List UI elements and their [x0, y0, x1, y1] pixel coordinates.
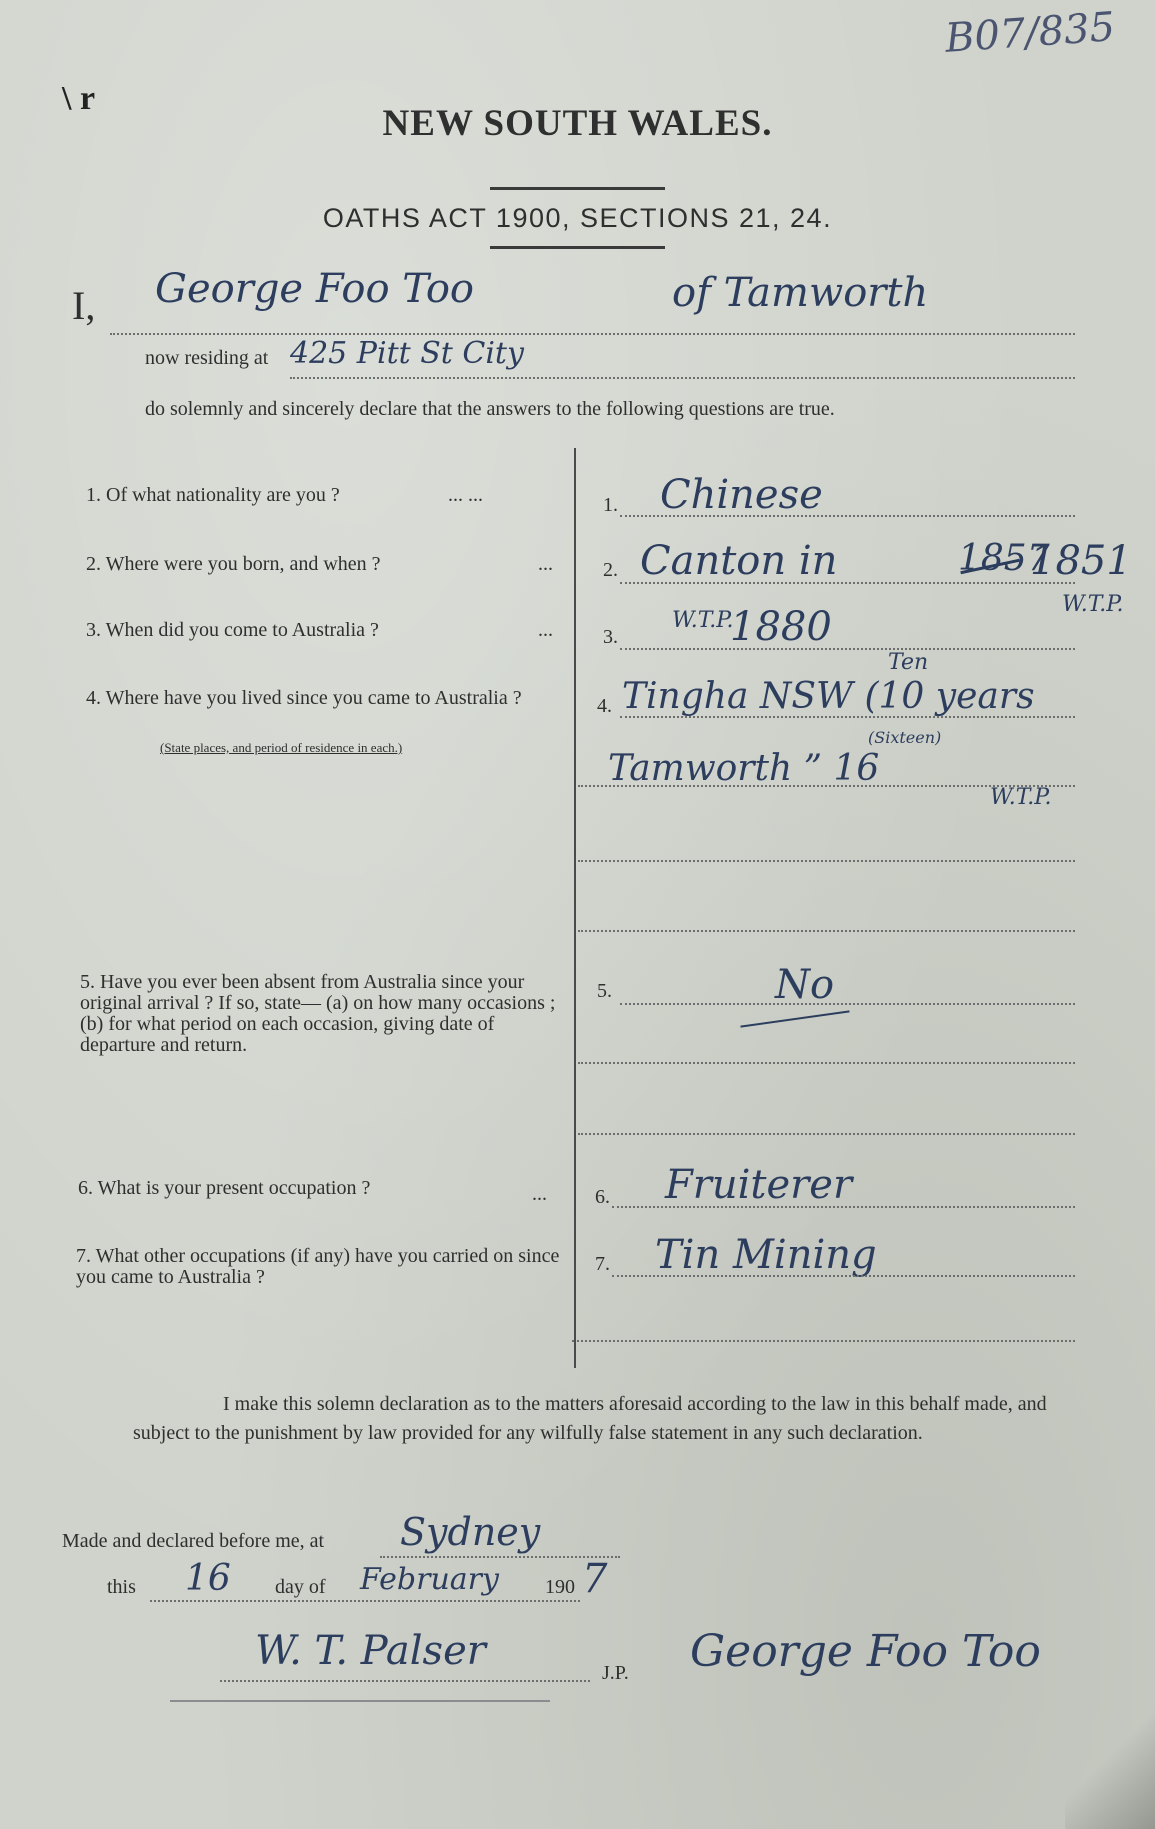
- question-2-text: 2. Where were you born, and when ?: [86, 553, 381, 575]
- answer-4-number: 4.: [597, 695, 612, 717]
- answer-5-line-1: [620, 1003, 1075, 1005]
- declared-day: 16: [185, 1558, 231, 1599]
- answer-4-insert-1: Ten: [888, 650, 929, 675]
- answer-4-line-3-rule: [578, 860, 1075, 862]
- answer-5-line-3: [578, 1133, 1075, 1135]
- residing-label: now residing at: [145, 347, 269, 369]
- answer-1-number: 1.: [603, 494, 618, 516]
- answer-2-number: 2.: [603, 559, 618, 581]
- name-line: [110, 333, 1075, 335]
- year-printed: 190: [545, 1576, 575, 1598]
- question-1-leader: ... ...: [448, 484, 483, 506]
- closing-declaration: I make this solemn declaration as to the matters aforesaid according to the law in this behalf made, and subject to the punishment by law provided for any wilfully false statement in any such declaration.: [133, 1393, 1047, 1444]
- document-title: NEW SOUTH WALES.: [382, 103, 773, 144]
- solemn-declaration-text: do solemnly and sincerely declare that the answers to the following questions are true.: [145, 398, 835, 420]
- question-1-text: 1. Of what nationality are you ?: [86, 484, 340, 506]
- corner-mark: \ r: [62, 80, 96, 117]
- title-rule-bottom: [490, 246, 665, 249]
- question-4-text: 4. Where have you lived since you came to Australia ?: [86, 687, 522, 709]
- question-4-subnote: (State places, and period of residence in each.): [160, 740, 403, 755]
- question-3-text: 3. When did you come to Australia ?: [86, 619, 379, 641]
- residing-address: 425 Pitt St City: [290, 336, 524, 371]
- declared-month: February: [360, 1562, 499, 1597]
- act-subtitle: OATHS ACT 1900, SECTIONS 21, 24.: [322, 203, 833, 233]
- date-line: [150, 1600, 580, 1602]
- question-6-leader: ...: [532, 1183, 547, 1205]
- answer-4-initials: W.T.P.: [990, 785, 1052, 810]
- answer-4-line-2: Tamworth ” 16: [608, 748, 880, 789]
- question-5-text: 5. Have you ever been absent from Australia since your original arrival ? If so, state— (a) on how many occasions ; (b) for what period on each occasion, giving date of departure and return.: [80, 971, 556, 1056]
- jp-signature: W. T. Palser: [255, 1628, 486, 1674]
- answer-7-line-1: [612, 1275, 1075, 1277]
- answer-3-number: 3.: [603, 626, 618, 648]
- answer-1-line: [620, 515, 1075, 517]
- answer-3-line: [620, 648, 1075, 650]
- jp-label: J.P.: [602, 1662, 629, 1684]
- answer-5-number: 5.: [597, 980, 612, 1002]
- reference-number: B07/835: [943, 4, 1117, 62]
- answer-2-line: [620, 582, 1075, 584]
- made-declared-label: Made and declared before me, at: [62, 1530, 325, 1552]
- title-rule-top: [490, 187, 665, 190]
- jp-flourish: [170, 1700, 550, 1702]
- declarant-signature: George Foo Too: [690, 1626, 1041, 1677]
- column-divider: [574, 448, 576, 1368]
- made-declared-place: Sydney: [400, 1510, 541, 1554]
- answer-2-initials: W.T.P.: [1062, 592, 1124, 617]
- answer-4-line-1: Tingha NSW (10 years: [622, 676, 1035, 717]
- declaration-prefix: I,: [72, 283, 96, 328]
- answer-1: Chinese: [660, 472, 823, 518]
- question-2-leader: ...: [538, 553, 553, 575]
- year-handwritten: 7: [582, 1556, 608, 1602]
- answer-4-line-2-rule: [578, 785, 1075, 787]
- answer-5: No: [775, 962, 835, 1008]
- jp-signature-line: [220, 1680, 590, 1682]
- question-7-text: 7. What other occupations (if any) have you carried on since you came to Australia ?: [76, 1245, 560, 1288]
- answer-2-year: 1851: [1030, 538, 1132, 584]
- answer-5-line-2: [578, 1062, 1075, 1064]
- declarant-name: George Foo Too: [155, 266, 475, 312]
- answer-7-line-2: [572, 1340, 1075, 1342]
- answer-7: Tin Mining: [655, 1232, 877, 1278]
- answer-4-insert-2: (Sixteen): [868, 728, 942, 747]
- answer-6: Fruiterer: [665, 1162, 853, 1208]
- question-3-leader: ...: [538, 619, 553, 641]
- question-6-text: 6. What is your present occupation ?: [78, 1177, 371, 1199]
- answer-3-initials: W.T.P.: [672, 608, 734, 633]
- answer-5-flourish: [740, 1010, 849, 1027]
- answer-3: 1880: [730, 604, 832, 650]
- day-of-label: day of: [275, 1576, 326, 1598]
- residing-line: [290, 377, 1075, 379]
- answer-2: Canton in: [640, 538, 838, 584]
- answer-6-line: [612, 1206, 1075, 1208]
- answer-4-line-1-rule: [620, 716, 1075, 718]
- this-label: this: [107, 1576, 136, 1598]
- answer-4-line-4-rule: [578, 930, 1075, 932]
- answer-2-strikeout-text: 1857: [958, 538, 1050, 579]
- declarant-of-place: of Tamworth: [672, 270, 929, 316]
- answer-6-number: 6.: [595, 1186, 610, 1208]
- corner-shadow: [1065, 1679, 1155, 1829]
- answer-7-number: 7.: [595, 1253, 610, 1275]
